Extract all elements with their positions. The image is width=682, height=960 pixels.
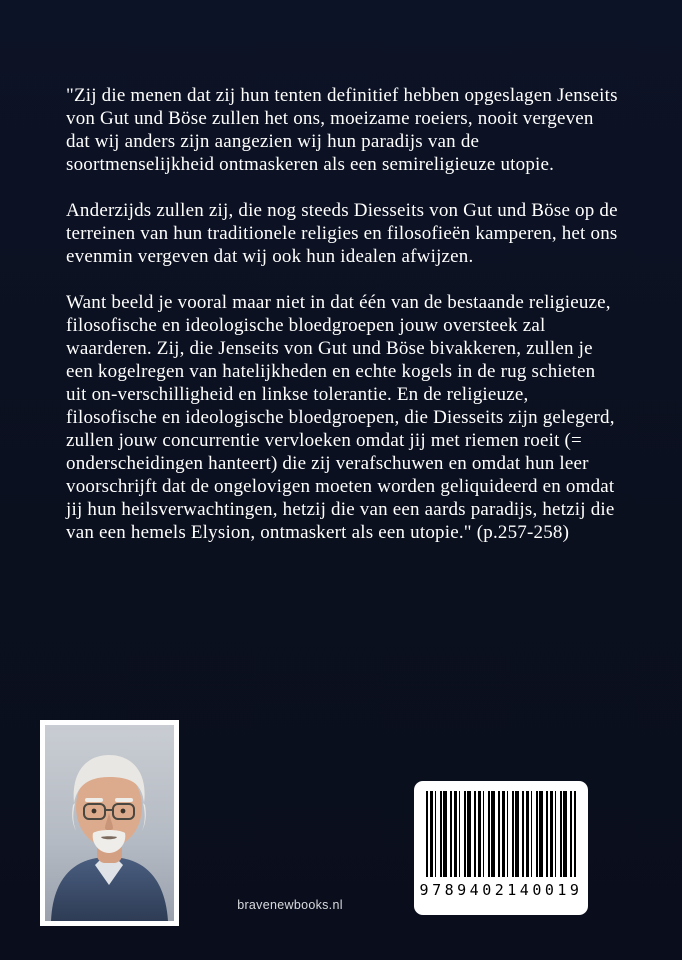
- quote-paragraph-1: "Zij die menen dat zij hun tenten definitief hebben opgeslagen Jenseits von Gut und Böse zullen het ons, moeizame roeiers, nooit vergeven dat wij anders zijn aangezien wij hun paradijs van de soortmenselijkheid ontmaskeren als een semireligieuze utopie.: [66, 85, 618, 175]
- author-portrait-illustration: [45, 725, 174, 921]
- barcode-bars-icon: [426, 791, 576, 877]
- barcode-number: 9789402140019: [419, 881, 583, 899]
- publisher-url: bravenewbooks.nl: [237, 898, 343, 912]
- quote-paragraph-3: Want beeld je vooral maar niet in dat één van de bestaande religieuze, filosofische en ideologische bloedgroepen jouw oversteek zal waarderen. Zij, die Jenseits von Gut und Böse bivakkeren, zullen je een kogelregen van hatelijkheden en echte kogels in de rug schieten uit on-verschilligheid en linkse tolerantie. En de religieuze, filosofische en ideologische bloedgroepen, die Diesseits zijn gelegerd, zullen jouw concurrentie vervloeken omdat jij met riemen roeit (= onderscheidingen hanteert) die zij verafschuwen en omdat hun leer voorschrijft dat de ongelovigen moeten worden geliquideerd en omdat jij hun heilsverwachtingen, hetzij die van een aards paradijs, hetzij die van een hemels Elysion, ontmaskert als een utopie." (p.257-258): [66, 292, 615, 543]
- back-cover-quote: [66, 84, 618, 544]
- author-photo: [40, 720, 179, 926]
- quote-paragraph-2: Anderzijds zullen zij, die nog steeds Diesseits von Gut und Böse op de terreinen van hun traditionele religies en filosofieën kamperen, het ons evenmin vergeven dat wij ook hun idealen afwijzen.: [66, 200, 618, 267]
- barcode: [414, 781, 588, 915]
